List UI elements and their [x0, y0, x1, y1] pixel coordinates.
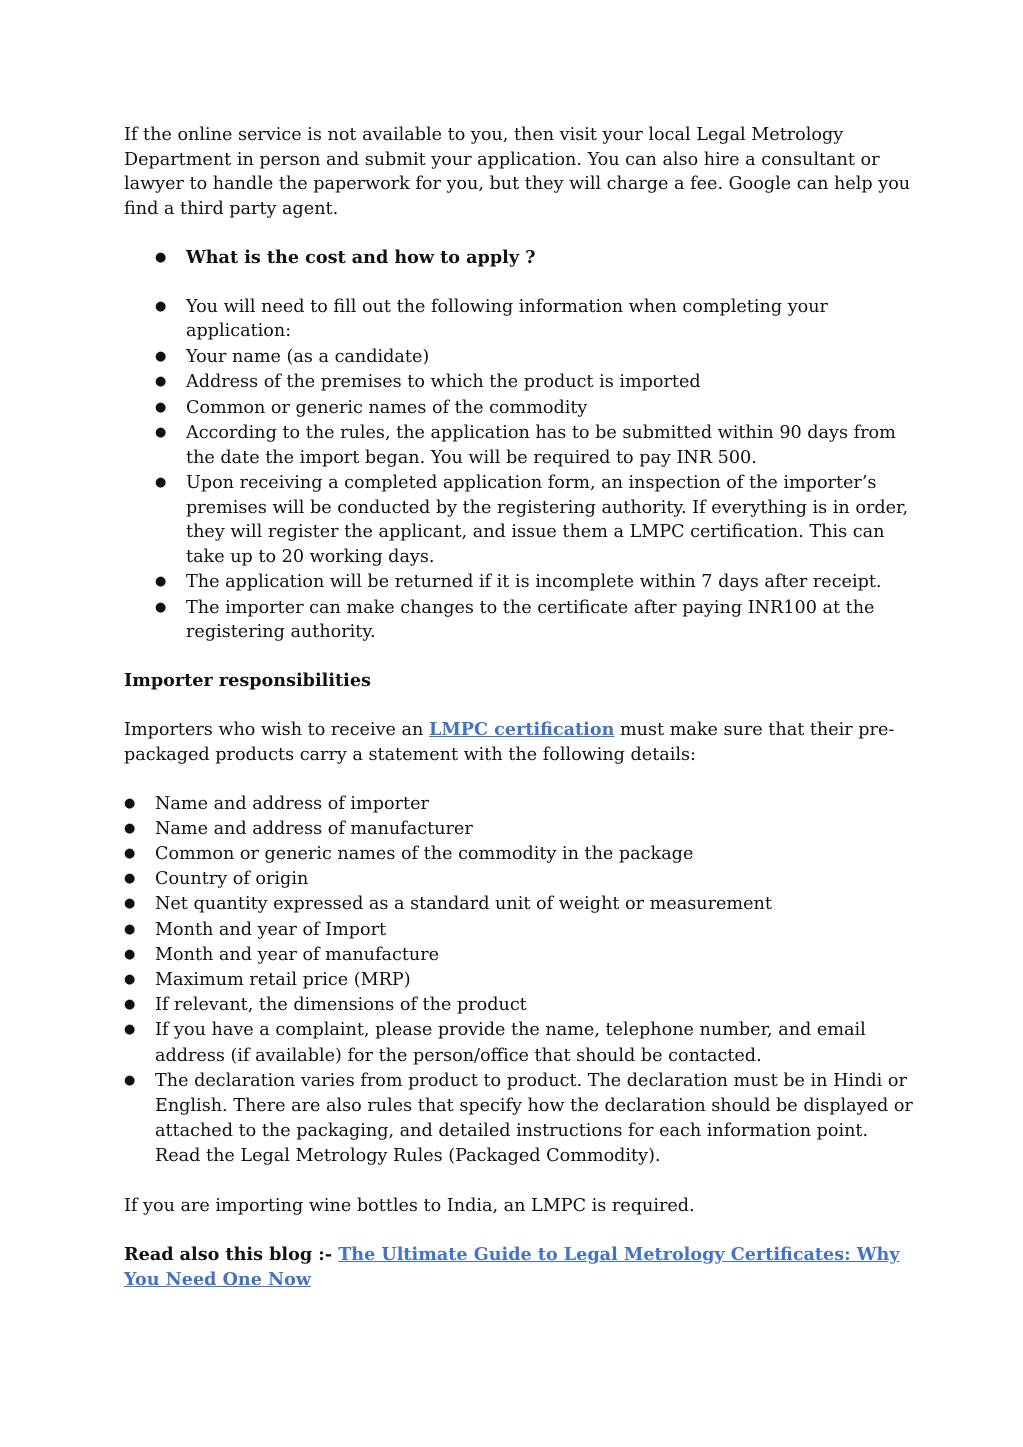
- list-item-text: Month and year of Import: [155, 919, 387, 940]
- application-list: [124, 295, 914, 645]
- list-item-text: Name and address of importer: [155, 793, 429, 814]
- bullet-icon: ●: [155, 298, 167, 314]
- list-item: [155, 471, 914, 569]
- bullet-icon: ●: [124, 1022, 136, 1038]
- bullet-icon: ●: [155, 374, 167, 389]
- cost-heading-item: [155, 246, 914, 271]
- cost-heading-list: [124, 246, 914, 271]
- read-also: [124, 1243, 914, 1292]
- list-item: [155, 570, 914, 595]
- intro-paragraph: If the online service is not available to you, then visit your local Legal Metrology Department in person and submit your application. You can also hire a consultant or lawyer to handle the paperwork for you, but they will charge a fee. Google can help you find a third party agent.: [124, 125, 911, 219]
- bullet-icon: ●: [155, 399, 167, 415]
- bullet-icon: ●: [124, 820, 136, 836]
- bullet-icon: ●: [155, 348, 167, 364]
- bullet-icon: ●: [124, 971, 136, 987]
- bullet-icon: ●: [155, 425, 167, 440]
- list-item: [155, 396, 914, 421]
- list-item-text: According to the rules, the application has to be submitted within 90 days from the date the import began. You will be required to pay INR 500.: [186, 423, 896, 468]
- list-item: [155, 596, 914, 645]
- cost-heading: What is the cost and how to apply ?: [186, 246, 536, 268]
- read-also-label: Read also this blog :-: [124, 1244, 339, 1266]
- list-item-text: Upon receiving a completed application form, an inspection of the importer’s premises will be conducted by the registering authority. If everything is in order, they will register the applicant, and issue them a LMPC certification. This can take up to 20 working days.: [186, 473, 909, 567]
- list-item: [124, 792, 914, 817]
- list-item: [155, 370, 914, 395]
- list-item: [124, 993, 914, 1018]
- list-item-text: You will need to fill out the following information when completing your application:: [186, 296, 828, 341]
- lmpc-certification-link[interactable]: LMPC certification: [428, 719, 615, 740]
- list-item: [124, 1069, 914, 1170]
- list-item-text: Month and year of manufacture: [155, 944, 440, 965]
- responsibilities-intro-after: must make sure that their pre-packaged products carry a statement with the following details:: [124, 720, 895, 765]
- document-page: [124, 123, 914, 1292]
- bullet-icon: ●: [124, 896, 136, 912]
- list-item-text: Name and address of manufacturer: [155, 818, 473, 839]
- list-item: [155, 421, 914, 470]
- bullet-icon: ●: [124, 845, 136, 861]
- list-item: [124, 867, 914, 892]
- responsibilities-intro: [124, 718, 914, 767]
- bullet-icon: ●: [155, 574, 167, 589]
- list-item-text: Address of the premises to which the product is imported: [186, 372, 701, 392]
- list-item: [124, 892, 914, 917]
- list-item-text: The importer can make changes to the certificate after paying INR100 at the registering authority.: [186, 597, 875, 642]
- list-item-text: Net quantity expressed as a standard unit of weight or measurement: [155, 894, 772, 915]
- blog-link[interactable]: The Ultimate Guide to Legal Metrology Certificates: Why You Need One Now: [124, 1244, 900, 1290]
- bullet-icon: ●: [124, 1072, 136, 1088]
- list-item: [124, 1018, 914, 1068]
- list-item: [124, 817, 914, 842]
- list-item: [124, 842, 914, 867]
- list-item-text: If you have a complaint, please provide the name, telephone number, and email address (if available) for the person/office that should be contacted.: [155, 1020, 866, 1066]
- bullet-icon: ●: [124, 795, 136, 811]
- list-item-text: Maximum retail price (MRP): [155, 969, 411, 990]
- bullet-icon: ●: [124, 921, 136, 937]
- bullet-icon: ●: [124, 946, 136, 962]
- bullet-icon: ●: [124, 997, 136, 1013]
- list-item: [124, 918, 914, 943]
- responsibilities-heading: Importer responsibilities: [124, 670, 371, 691]
- wine-note: If you are importing wine bottles to India, an LMPC is required.: [124, 1196, 695, 1217]
- list-item-text: Common or generic names of the commodity in the package: [155, 843, 694, 864]
- bullet-icon: ●: [155, 475, 167, 490]
- list-item: [124, 968, 914, 993]
- list-item-text: The declaration varies from product to product. The declaration must be in Hindi or English. There are also rules that specify how the declaration should be displayed or attached to the packaging, and detailed instructions for each information point. Read the Legal Metrology Rules (Packaged Commodity).: [155, 1070, 913, 1167]
- bullet-icon: ●: [155, 249, 167, 265]
- list-item-text: The application will be returned if it is incomplete within 7 days after receipt.: [186, 572, 882, 592]
- list-item-text: If relevant, the dimensions of the product: [155, 995, 527, 1016]
- list-item: [124, 943, 914, 968]
- bullet-icon: ●: [155, 599, 167, 615]
- list-item-text: Country of origin: [155, 869, 309, 890]
- statement-list: [124, 792, 914, 1170]
- list-item-text: Your name (as a candidate): [186, 346, 430, 367]
- list-item: [155, 345, 914, 370]
- list-item: [155, 295, 914, 344]
- list-item-text: Common or generic names of the commodity: [186, 397, 588, 418]
- bullet-icon: ●: [124, 871, 136, 887]
- responsibilities-intro-before: Importers who wish to receive an: [124, 720, 429, 740]
